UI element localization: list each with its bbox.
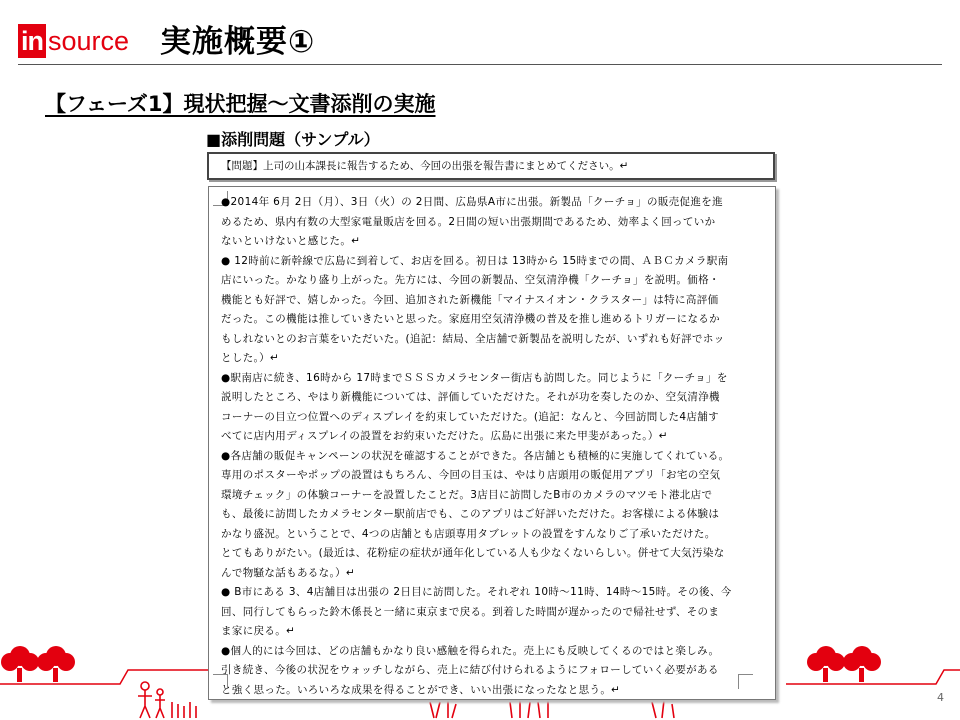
phase-heading: 【フェーズ1】現状把握～文書添削の実施 [45, 92, 436, 116]
tree-people-illustration-right [786, 640, 960, 720]
slide-title: 実施概要① [160, 24, 316, 60]
sample-label: ■添削問題（サンプル） [206, 130, 380, 149]
corner-mark-bottom-left [213, 674, 228, 689]
report-paper [208, 186, 776, 700]
logo-rest: source [48, 26, 130, 56]
logo [18, 22, 129, 60]
question-text: 【問題】上司の山本課長に報告するため、今回の出張を報告書にまとめてください。↵ [221, 160, 629, 172]
report-text: ●2014年 6月 2日（月）、3日（火）の 2日間、広島県A市に出張。新製品「クーチョ」の販売促進を進 めるため、県内有数の大型家電量販店を回る。2日間の短い出張期間であるため、効率よく回っていか ないといけないと感じた。↵ ● 12時前に新幹線で広島に到着して、お店を回る。初日は 13時から 15時までの間、ＡＢＣカメラ駅南 店にいった。かなり盛り上がった。先方には、今回の新製品、空気清浄機「クーチョ」を説明。価格・ 機能とも好評で、嬉しかった。今回、追加された新機能「マイナスイオン・クラスター」は特に高評価 だった。この機能は推していきたいと思った。家庭用空気清浄機の普及を推し進めるトリガーになるか もしれないとのお言葉をいただいた。(追記：結局、全店舗で新製品を説明したが、いずれも好評でホッ とした。）↵ ●駅南店に続き、16時から 17時までＳＳＳカメラセンター街店も訪問した。同じように「クーチョ」を 説明したところ、やはり新機能については、評価していただけた。それが功を奏したのか、空気清浄機 コーナーの目立つ位置へのディスプレイを約束していただけた。(追記：なんと、今回訪問した4店舗す べてに店内用ディスプレイの設置をお約束いただけた。広島に出張に来た甲斐があった。）↵ ●各店舗の販促キャンペーンの状況を確認することができた。各店舗とも積極的に実施してくれている。 専用のポスターやポップの設置はもちろん、今回の目玉は、やはり店頭用の販促用アプリ「お宅の空気 環境チェック」の体験コーナーを設置したことだ。3店目に訪問したB市のカメラのマツモト港北店で も、最後に訪問したカメラセンター駅前店でも、このアプリはご好評いただけた。お客様による体験は かなり盛況。ということで、4つの店舗とも店頭専用タブレットの設置をすんなりご了承いただけた。 とてもありがたい。(最近は、花粉症の症状が通年化している人も少なくないらしい。併せて大気汚染な んで物騒な話もあるな。）↵ ● B市にある 3、4店舗目は出張の 2日目に訪問した。それぞれ 10時～11時、14時～15時。その後、今 回、同行してもらった鈴木係長と一緒に東京まで戻る。到着した時間が遅かったので帰社せず、そのま ま家に戻る。↵ ●個人的には今回は、どの店舗もかなり良い感触を得られた。売上にも反映してくるのではと楽しみ。 引き続き、今後の状況をウォッチしながら、売上に結び付けられるようにフォローしていく必要がある と強く思った。いろいろな成果を得ることができ、いい出張になったなと思う。↵ [221, 196, 732, 696]
page-number: 4 [937, 691, 944, 704]
corner-mark-bottom-right [738, 674, 753, 689]
question-box [207, 152, 775, 180]
logo-in: in [18, 24, 46, 58]
tree-people-illustration-left [0, 640, 210, 720]
title-rule [18, 64, 942, 65]
